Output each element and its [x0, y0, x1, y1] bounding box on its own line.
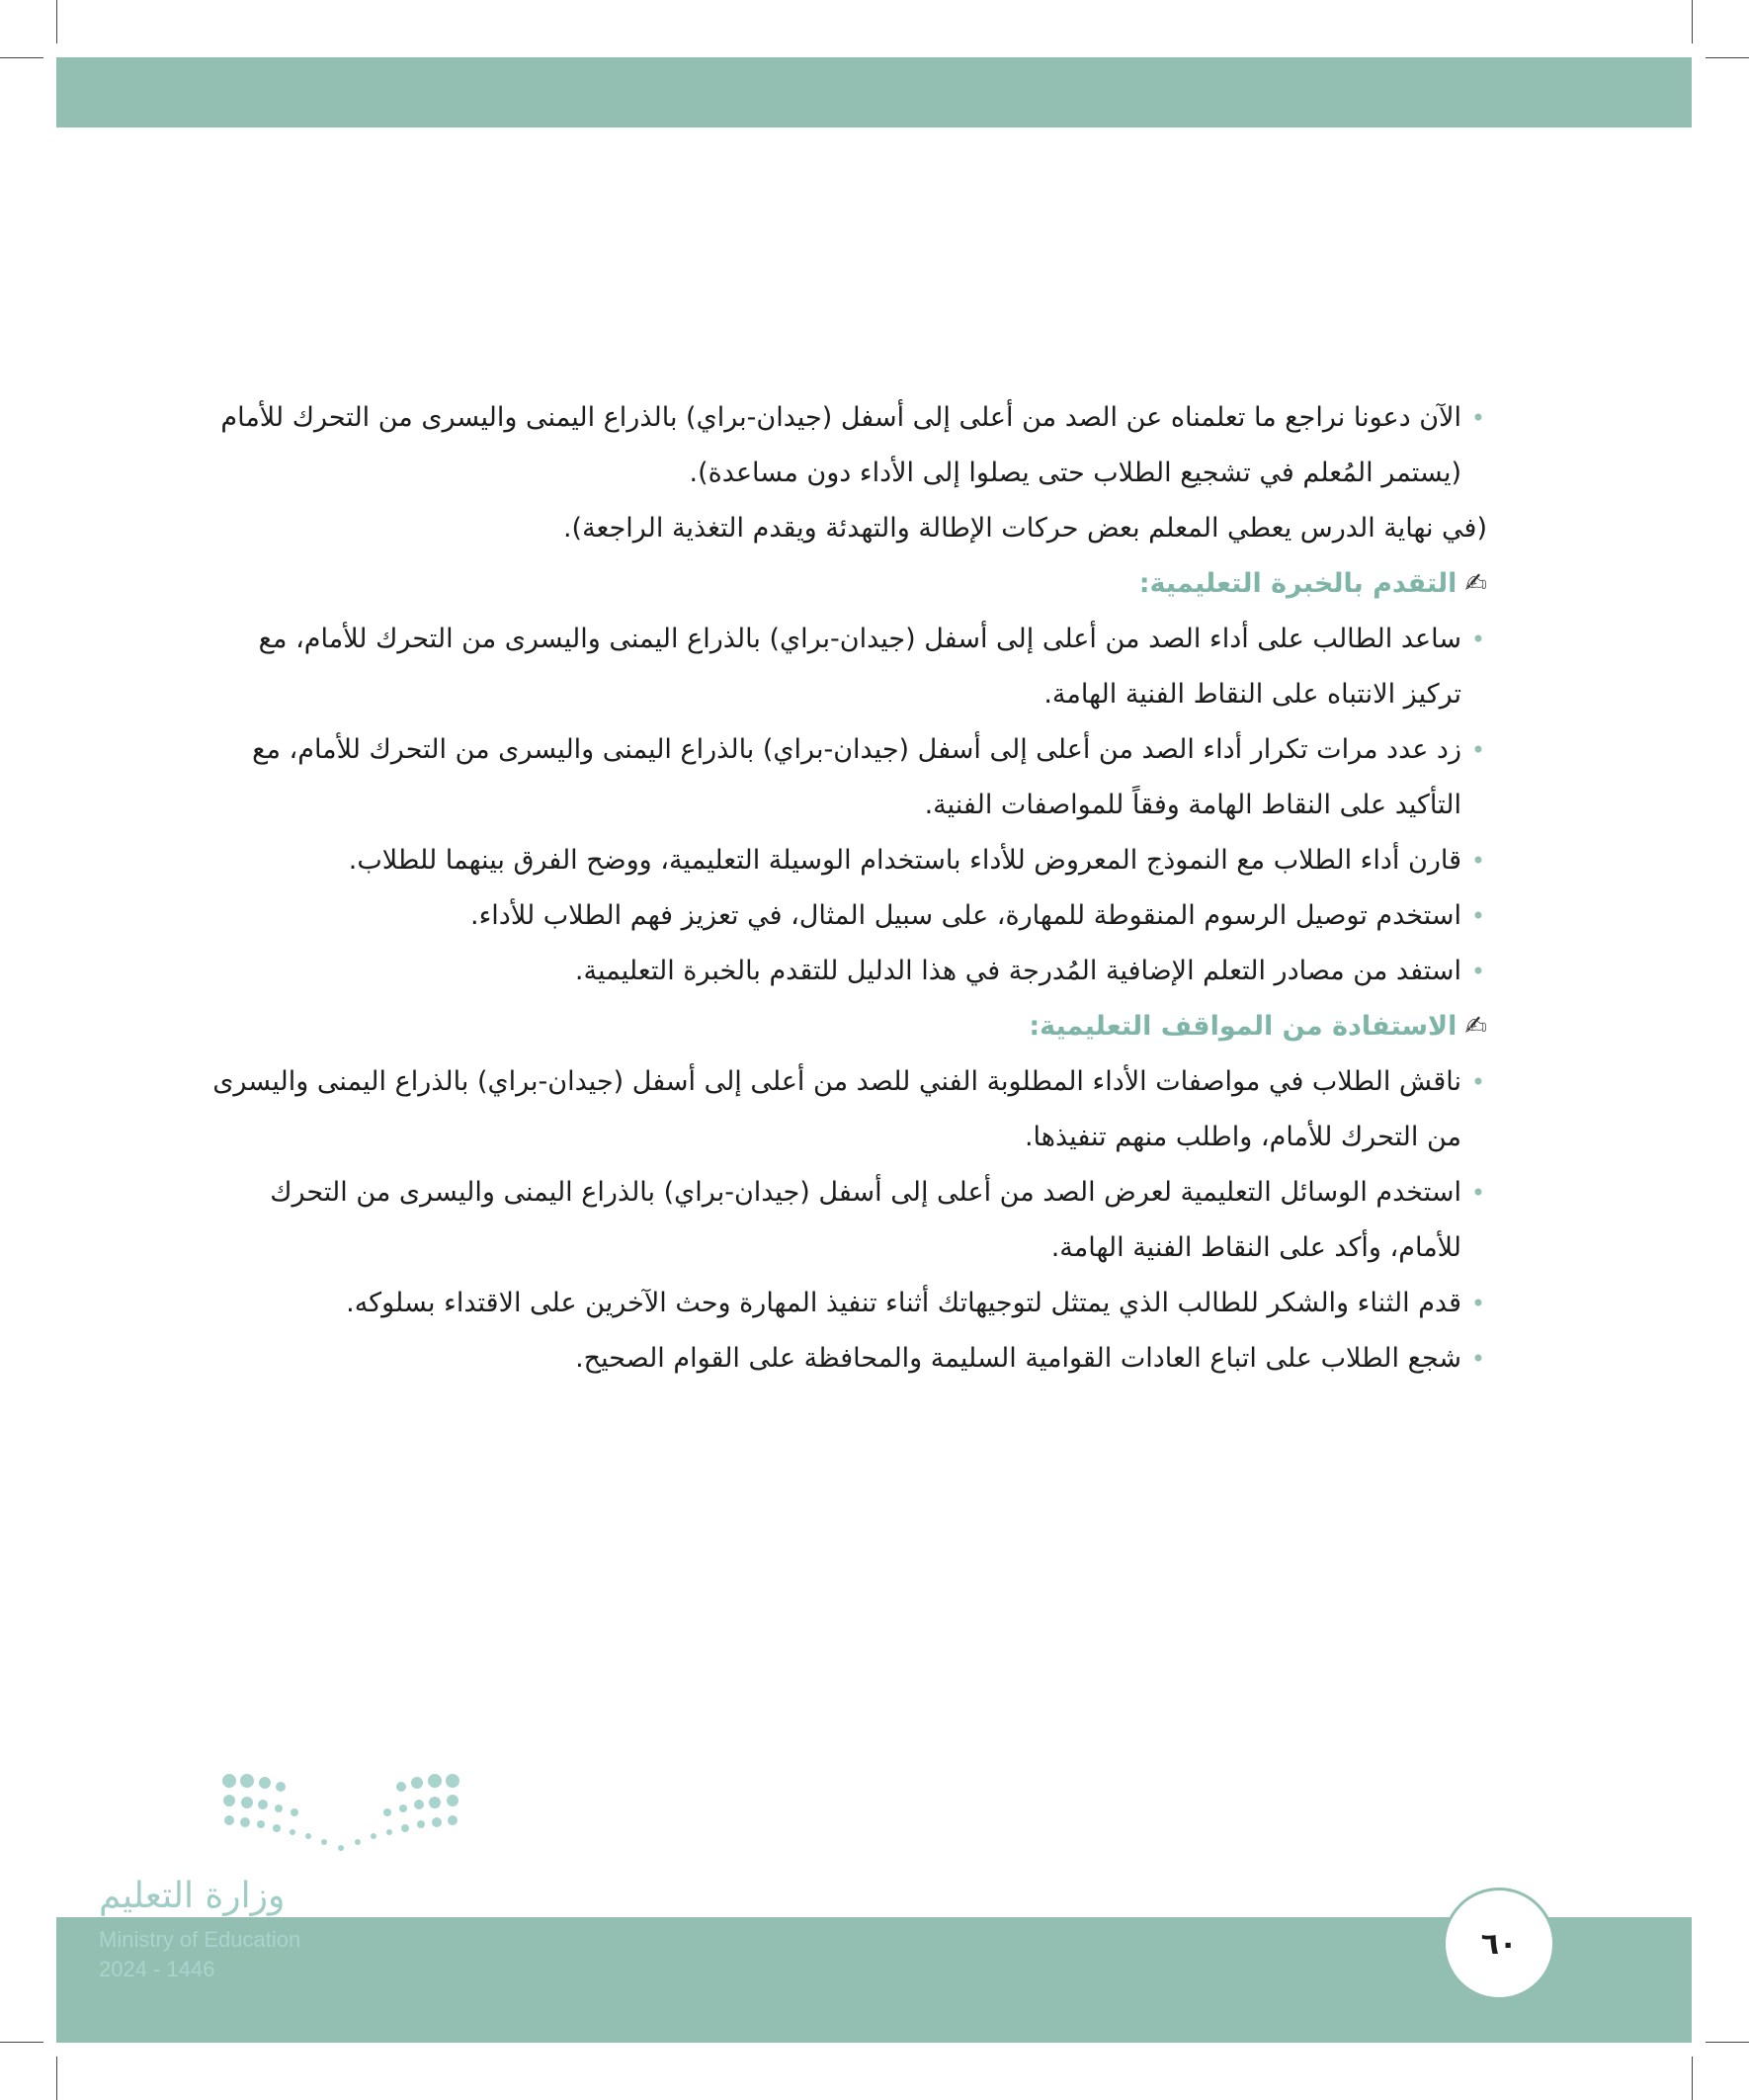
- bullet-text: استخدم الوسائل التعليمية لعرض الصد من أعلى إلى أسفل (جيدان-براي) بالذراع اليمنى واليسرى من التحرك للأمام، وأكد على النقاط الفنية الهامة.: [270, 1177, 1461, 1263]
- logo-dots-icon: [217, 1769, 464, 1858]
- crop-mark: [0, 57, 43, 58]
- ministry-logo: [99, 1769, 395, 1986]
- page-number: ٦٠: [1443, 1888, 1555, 2000]
- bullet-item: [212, 1331, 1487, 1386]
- bullet-dot-icon: •: [1470, 1068, 1485, 1096]
- section-heading-text: الاستفادة من المواقف التعليمية:: [1029, 1011, 1458, 1042]
- bullet-item: [212, 833, 1487, 888]
- bullet-dot-icon: •: [1470, 958, 1485, 985]
- bullet-text: شجع الطلاب على اتباع العادات القوامية السليمة والمحافظة على القوام الصحيح.: [575, 1343, 1461, 1374]
- bullet-item: [212, 944, 1487, 999]
- bullet-dot-icon: •: [1470, 847, 1485, 875]
- bullet-dot-icon: •: [1470, 902, 1485, 930]
- header-band: [56, 57, 1692, 127]
- bullet-item: [212, 390, 1487, 501]
- bullet-dot-icon: •: [1470, 736, 1485, 764]
- bullet-dot-icon: •: [1470, 626, 1485, 653]
- bullet-text: قارن أداء الطلاب مع النموذج المعروض للأداء باستخدام الوسيلة التعليمية، ووضح الفرق بينهما للطلاب.: [348, 845, 1461, 876]
- logo-english-name: Ministry of Education: [99, 1927, 301, 1952]
- bullet-dot-icon: •: [1470, 1179, 1485, 1207]
- bullet-dot-icon: •: [1470, 404, 1485, 432]
- crop-mark: [1692, 0, 1693, 43]
- section-heading-text: التقدم بالخبرة التعليمية:: [1138, 568, 1458, 599]
- bullet-item: [212, 722, 1487, 833]
- bullet-item: [212, 1276, 1487, 1331]
- note-paragraph: (في نهاية الدرس يعطي المعلم بعض حركات الإطالة والتهدئة ويقدم التغذية الراجعة).: [562, 513, 1487, 544]
- section-heading: [212, 556, 1487, 612]
- bullet-item: [212, 1165, 1487, 1276]
- section-heading: [212, 999, 1487, 1054]
- page-body: [212, 390, 1487, 1386]
- pen-icon: ✍: [1464, 1011, 1487, 1042]
- crop-mark: [1692, 2057, 1693, 2100]
- bullet-text: الآن دعونا نراجع ما تعلمناه عن الصد من أعلى إلى أسفل (جيدان-براي) بالذراع اليمنى واليسرى من التحرك للأمام (يستمر المُعلم في تشجيع الطلاب حتى يصلوا إلى الأداء دون مساعدة).: [220, 402, 1461, 488]
- crop-mark: [1706, 2042, 1749, 2043]
- bullet-dot-icon: •: [1470, 1345, 1485, 1373]
- bullet-item: [212, 612, 1487, 722]
- bullet-text: زد عدد مرات تكرار أداء الصد من أعلى إلى أسفل (جيدان-براي) بالذراع اليمنى واليسرى من التحرك للأمام، مع التأكيد على النقاط الهامة وفقاً للمواصفات الفنية.: [252, 734, 1461, 820]
- bullet-item: [212, 1054, 1487, 1165]
- bullet-text: ناقش الطلاب في مواصفات الأداء المطلوبة الفني للصد من أعلى إلى أسفل (جيدان-براي) بالذراع اليمنى واليسرى من التحرك للأمام، واطلب منهم تنفيذها.: [212, 1066, 1461, 1152]
- logo-arabic-text: وزارة التعليم: [99, 1876, 286, 1916]
- logo-year: 2024 - 1446: [99, 1957, 215, 1981]
- crop-mark: [0, 2042, 43, 2043]
- bullet-item: [212, 888, 1487, 944]
- bullet-text: استفد من مصادر التعلم الإضافية المُدرجة في هذا الدليل للتقدم بالخبرة التعليمية.: [574, 956, 1461, 986]
- pen-icon: ✍: [1464, 568, 1487, 599]
- crop-mark: [1706, 57, 1749, 58]
- bullet-dot-icon: •: [1470, 1290, 1485, 1317]
- bullet-text: استخدم توصيل الرسوم المنقوطة للمهارة، على سبيل المثال، في تعزيز فهم الطلاب للأداء.: [470, 900, 1461, 931]
- crop-mark: [56, 0, 57, 43]
- bullet-text: ساعد الطالب على أداء الصد من أعلى إلى أسفل (جيدان-براي) بالذراع اليمنى واليسرى من التحرك للأمام، مع تركيز الانتباه على النقاط الفنية الهامة.: [258, 624, 1461, 710]
- bullet-text: قدم الثناء والشكر للطالب الذي يمتثل لتوجيهاتك أثناء تنفيذ المهارة وحث الآخرين على الاقتداء بسلوكه.: [346, 1288, 1461, 1318]
- logo-english-text: [99, 1925, 300, 1984]
- crop-mark: [56, 2057, 57, 2100]
